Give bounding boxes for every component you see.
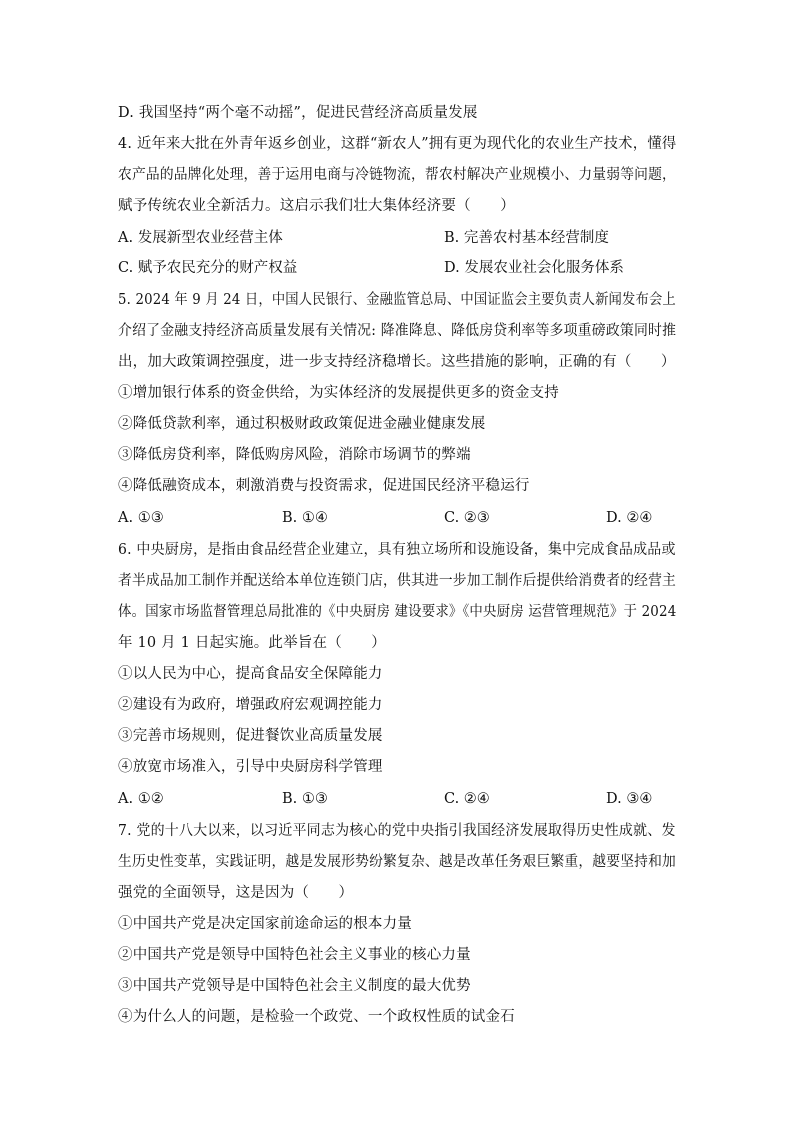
q5-item-4: ④降低融资成本，刺激消费与投资需求，促进国民经济平稳运行 <box>118 478 530 494</box>
q6-item-2: ②建设有为政府，增强政府宏观调控能力 <box>118 697 383 713</box>
q5-option-a: A. ①③ <box>118 510 164 526</box>
q6-option-c: C. ②④ <box>444 791 490 807</box>
q5-item-1: ①增加银行体系的资金供给，为实体经济的发展提供更多的资金支持 <box>118 385 559 401</box>
q3-option-d: D. 我国坚持“两个毫不动摇”，促进民营经济高质量发展 <box>118 105 478 121</box>
q7-stem-line-2: 生历史性变革，实践证明，越是发展形势纷繁复杂、越是改革任务艰巨繁重，越要坚持和加 <box>118 854 677 870</box>
q6-option-d: D. ③④ <box>606 791 653 807</box>
q7-stem-line-1: 7. 党的十八大以来，以习近平同志为核心的党中央指引我国经济发展取得历史性成就、发 <box>118 823 676 839</box>
q5-option-d: D. ②④ <box>606 510 653 526</box>
q6-stem-line-3: 体。国家市场监督管理总局批准的《中央厨房 建设要求》《中央厨房 运营管理规范》于 2024 <box>118 604 677 620</box>
q5-stem-line-2: 介绍了金融支持经济高质量发展有关情况: 降准降息、降低房贷利率等多项重磅政策同时推 <box>118 323 677 339</box>
q4-option-a: A. 发展新型农业经营主体 <box>118 230 283 246</box>
q4-option-b: B. 完善农村基本经营制度 <box>444 230 609 246</box>
q5-stem-line-1: 5. 2024 年 9 月 24 日，中国人民银行、金融监管总局、中国证监会主要负责人新闻发布会上 <box>118 292 676 308</box>
q5-option-b: B. ①④ <box>282 510 328 526</box>
q7-item-3: ③中国共产党领导是中国特色社会主义制度的最大优势 <box>118 978 471 994</box>
q5-option-c: C. ②③ <box>444 510 490 526</box>
q4-stem-line-3: 赋予传统农业全新活力。这启示我们壮大集体经济要（ ） <box>118 198 515 214</box>
q6-option-a: A. ①② <box>118 791 164 807</box>
q5-item-3: ③降低房贷利率，降低购房风险，消除市场调节的弊端 <box>118 447 471 463</box>
q6-item-3: ③完善市场规则，促进餐饮业高质量发展 <box>118 728 383 744</box>
q7-item-4: ④为什么人的问题，是检验一个政党、一个政权性质的试金石 <box>118 1009 515 1025</box>
q6-item-1: ①以人民为中心，提高食品安全保障能力 <box>118 666 383 682</box>
q6-stem-line-2: 者半成品加工制作并配送给本单位连锁门店，供其进一步加工制作后提供给消费者的经营主 <box>118 573 677 589</box>
q4-option-d: D. 发展农业社会化服务体系 <box>444 260 624 276</box>
q6-stem-line-1: 6. 中央厨房，是指由食品经营企业建立，具有独立场所和设施设备，集中完成食品成品或 <box>118 542 676 558</box>
q6-item-4: ④放宽市场准入，引导中央厨房科学管理 <box>118 759 383 775</box>
q5-item-2: ②降低贷款利率，通过积极财政政策促进金融业健康发展 <box>118 416 486 432</box>
q7-stem-line-3: 强党的全面领导，这是因为（ ） <box>118 885 354 901</box>
q4-stem-line-2: 农产品的品牌化处理，善于运用电商与冷链物流，帮农村解决产业规模小、力量弱等问题， <box>118 167 677 183</box>
q7-item-2: ②中国共产党是领导中国特色社会主义事业的核心力量 <box>118 947 471 963</box>
q6-stem-line-4: 年 10 月 1 日起实施。此举旨在（ ） <box>118 635 387 651</box>
q7-item-1: ①中国共产党是决定国家前途命运的根本力量 <box>118 916 412 932</box>
q4-stem-line-1: 4. 近年来大批在外青年返乡创业，这群“新农人”拥有更为现代化的农业生产技术，懂得 <box>118 136 677 152</box>
q5-stem-line-3: 出，加大政策调控强度，进一步支持经济稳增长。这些措施的影响，正确的有（ ） <box>118 354 676 370</box>
q4-option-c: C. 赋予农民充分的财产权益 <box>118 260 298 276</box>
q6-option-b: B. ①③ <box>282 791 328 807</box>
